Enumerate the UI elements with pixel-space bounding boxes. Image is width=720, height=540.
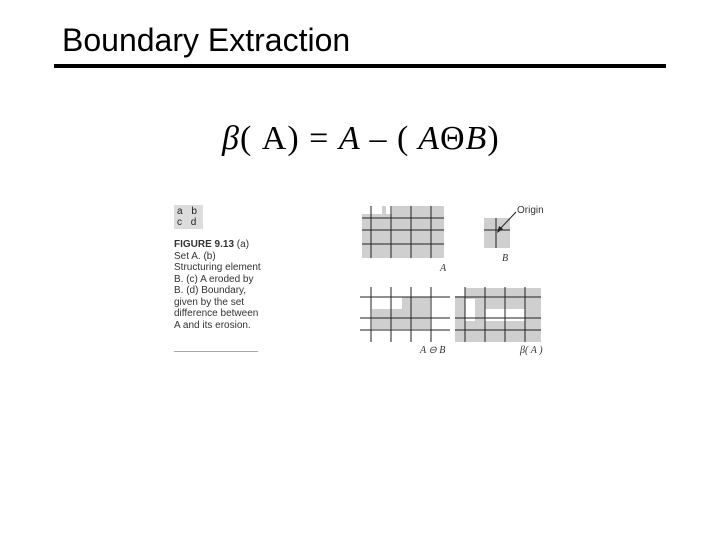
formula-open-paren: ( bbox=[396, 120, 410, 157]
formula-minus: – bbox=[369, 120, 388, 157]
panel-c-erosion bbox=[360, 287, 450, 342]
figure-id: FIGURE 9.13 bbox=[174, 239, 235, 250]
slide-title: Boundary Extraction bbox=[62, 22, 351, 58]
label-d: β( A ) bbox=[520, 345, 543, 356]
formula-close-paren: ) bbox=[487, 120, 500, 157]
label-a: A bbox=[440, 263, 447, 274]
panel-d-boundary bbox=[455, 287, 541, 342]
origin-label: Origin bbox=[517, 205, 544, 216]
panel-b-structuring-element bbox=[484, 212, 516, 248]
label-c: A ⊖ B bbox=[420, 345, 446, 356]
label-b: B bbox=[502, 253, 509, 264]
formula-arg: ( A) bbox=[239, 120, 300, 157]
formula-equals: = bbox=[309, 120, 330, 157]
panel-a-set bbox=[362, 206, 444, 258]
panel-tag-row-2: c d bbox=[177, 217, 200, 228]
formula-b: B bbox=[465, 120, 488, 157]
caption-text: (a) Set A. (b) Structuring element B. (c) A eroded by B. (d) Boundary, given by the set difference between A and its erosion. bbox=[174, 239, 261, 331]
formula-a: A bbox=[338, 120, 360, 157]
formula-erode-a: A bbox=[418, 120, 440, 157]
formula-theta: Θ bbox=[439, 120, 466, 157]
panel-tag-row-1: a b bbox=[177, 206, 200, 217]
formula-beta: β bbox=[222, 120, 240, 157]
